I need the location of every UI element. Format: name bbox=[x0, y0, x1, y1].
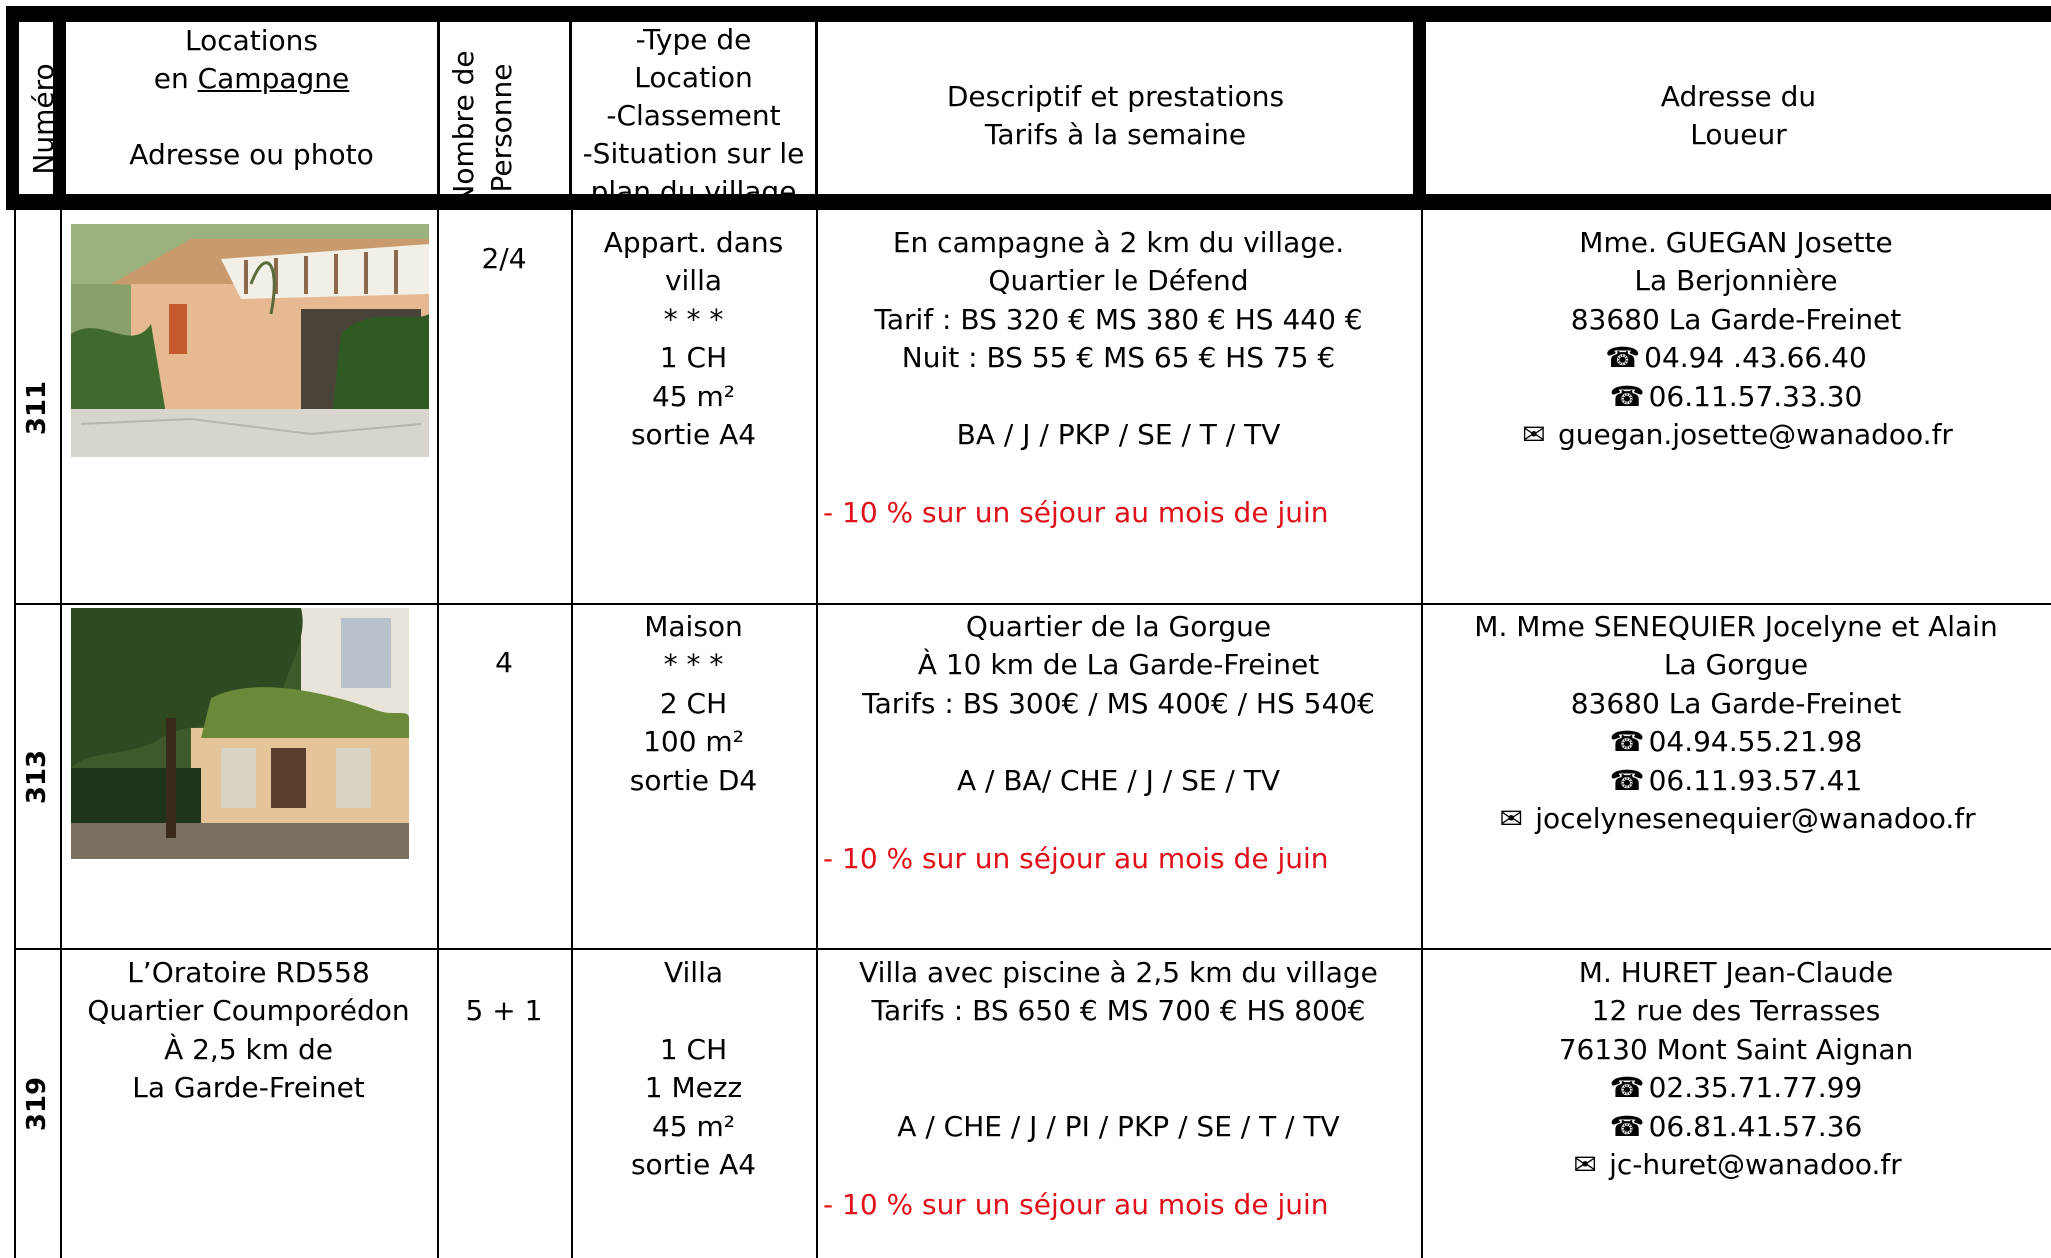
header-type-line5: plan du village bbox=[590, 175, 797, 208]
header-locations-line3: Adresse ou photo bbox=[129, 138, 374, 171]
type-line: 100 m² bbox=[643, 725, 744, 759]
owner-address: 12 rue des Terrasses bbox=[1591, 994, 1881, 1028]
owner-city: 83680 La Garde-Freinet bbox=[1570, 302, 1902, 336]
owner-address: La Berjonnière bbox=[1634, 264, 1838, 298]
owner-email bbox=[1421, 800, 2051, 838]
mailbox-icon: ✉ bbox=[1573, 1148, 1597, 1182]
owner-cell bbox=[1421, 224, 2051, 454]
owner-name: Mme. GUEGAN Josette bbox=[1579, 226, 1893, 259]
phone-number: 04.94 .43.66.40 bbox=[1644, 341, 1867, 375]
telephone-icon: ☎ bbox=[1609, 379, 1645, 413]
property-photo bbox=[71, 224, 429, 457]
promo-text: - 10 % sur un séjour au mois de juin bbox=[823, 496, 1329, 529]
owner-email bbox=[1421, 416, 2051, 454]
owner-cell bbox=[1421, 608, 2051, 838]
header-persons-line1: Nombre de bbox=[447, 50, 480, 206]
row-separator bbox=[14, 603, 2051, 605]
telephone-icon: ☎ bbox=[1609, 1109, 1645, 1143]
address-line: À 2,5 km de bbox=[164, 1032, 333, 1066]
description-line: En campagne à 2 km du village. bbox=[892, 226, 1345, 259]
type-line: 45 m² bbox=[651, 379, 736, 413]
header-locations bbox=[66, 22, 437, 210]
phone-number: 04.94.55.21.98 bbox=[1648, 725, 1863, 759]
header-owner-line2: Loueur bbox=[1690, 118, 1787, 151]
header-type-line1: -Type de bbox=[635, 23, 752, 56]
owner-cell bbox=[1421, 954, 2051, 1184]
description-line: Nuit : BS 55 € MS 65 € HS 75 € bbox=[901, 341, 1336, 375]
row-number-text: 319 bbox=[22, 1076, 52, 1132]
type-line: 45 m² bbox=[651, 1109, 736, 1143]
email-link[interactable]: jocelynesenequier@wanadoo.fr bbox=[1535, 802, 1976, 836]
type-cell bbox=[571, 954, 816, 1184]
type-line: 1 Mezz bbox=[644, 1071, 743, 1105]
phone-number: 02.35.71.77.99 bbox=[1648, 1071, 1863, 1105]
property-photo bbox=[71, 608, 409, 859]
description-line: Tarifs : BS 650 € MS 700 € HS 800€ bbox=[871, 994, 1366, 1028]
email-link[interactable]: jc-huret@wanadoo.fr bbox=[1609, 1148, 1902, 1182]
grid-line bbox=[437, 210, 439, 1258]
type-line: sortie D4 bbox=[629, 763, 758, 797]
phone-number: 06.81.41.57.36 bbox=[1648, 1109, 1863, 1143]
amenities-line: BA / J / PKP / SE / T / TV bbox=[956, 418, 1281, 452]
owner-name: M. Mme SENEQUIER Jocelyne et Alain bbox=[1474, 610, 1998, 643]
header-persons bbox=[443, 48, 523, 208]
owner-email bbox=[1421, 1146, 2051, 1184]
promo-text: - 10 % sur un séjour au mois de juin bbox=[823, 842, 1329, 875]
type-line: * * * bbox=[663, 648, 724, 682]
telephone-icon: ☎ bbox=[1605, 341, 1641, 375]
header-owner-line1: Adresse du bbox=[1660, 80, 1817, 113]
owner-city: 83680 La Garde-Freinet bbox=[1570, 686, 1902, 720]
house-photo-illustration bbox=[71, 608, 409, 859]
header-description bbox=[818, 22, 1413, 210]
type-line: Villa bbox=[663, 956, 724, 989]
row-number-text: 313 bbox=[22, 749, 52, 804]
description-cell bbox=[816, 954, 1421, 1146]
telephone-icon: ☎ bbox=[1609, 763, 1645, 797]
address-line: L’Oratoire RD558 bbox=[127, 956, 370, 989]
row-number-text: 311 bbox=[22, 380, 52, 435]
description-line: Quartier le Défend bbox=[988, 264, 1249, 298]
telephone-icon: ☎ bbox=[1609, 725, 1645, 759]
header-divider bbox=[1413, 6, 1426, 210]
type-cell bbox=[571, 608, 816, 800]
owner-address: La Gorgue bbox=[1663, 648, 1809, 682]
type-line: * * * bbox=[663, 302, 724, 336]
header-divider bbox=[437, 6, 440, 210]
phone-number: 06.11.57.33.30 bbox=[1648, 379, 1863, 413]
description-line: À 10 km de La Garde-Freinet bbox=[917, 648, 1320, 682]
header-type-line2: Location bbox=[634, 61, 753, 94]
mailbox-icon: ✉ bbox=[1522, 418, 1546, 452]
row-number bbox=[14, 605, 60, 948]
header-type bbox=[572, 22, 815, 210]
persons-count: 2/4 bbox=[481, 242, 527, 275]
address-line: Quartier Coumporédon bbox=[87, 994, 410, 1028]
type-line: 1 CH bbox=[659, 341, 728, 375]
telephone-icon: ☎ bbox=[1609, 1071, 1645, 1105]
header-left-border bbox=[6, 6, 19, 210]
persons-count: 4 bbox=[495, 646, 513, 679]
amenities-line: A / BA/ CHE / J / SE / TV bbox=[956, 763, 1281, 797]
description-cell bbox=[816, 608, 1421, 800]
header-description-line1: Descriptif et prestations bbox=[946, 80, 1285, 113]
description-cell bbox=[816, 224, 1421, 454]
owner-phone bbox=[1421, 378, 2051, 416]
phone-number: 06.11.93.57.41 bbox=[1648, 763, 1863, 797]
owner-phone bbox=[1421, 1069, 2051, 1107]
description-line: Tarifs : BS 300€ / MS 400€ / HS 540€ bbox=[862, 686, 1375, 720]
amenities-line: A / CHE / J / PI / PKP / SE / T / TV bbox=[897, 1109, 1340, 1143]
header-locations-line1: Locations bbox=[184, 24, 318, 57]
type-line: villa bbox=[664, 264, 723, 298]
address-cell bbox=[60, 954, 437, 1108]
header-locations-prefix: en bbox=[153, 62, 198, 95]
type-line: sortie A4 bbox=[630, 1148, 757, 1182]
description-line: Quartier de la Gorgue bbox=[965, 610, 1272, 643]
owner-city: 76130 Mont Saint Aignan bbox=[1558, 1032, 1914, 1066]
address-line: La Garde-Freinet bbox=[132, 1071, 365, 1105]
email-link[interactable]: guegan.josette@wanadoo.fr bbox=[1557, 418, 1953, 452]
row-number bbox=[14, 212, 60, 603]
header-locations-underlined: Campagne bbox=[197, 62, 350, 95]
header-persons-line2: Personne bbox=[485, 63, 518, 193]
header-type-line4: -Situation sur le bbox=[582, 137, 805, 170]
owner-phone bbox=[1421, 762, 2051, 800]
row-number bbox=[14, 950, 60, 1258]
type-line: sortie A4 bbox=[630, 418, 757, 452]
type-line: Appart. dans bbox=[603, 226, 784, 259]
header-description-line2: Tarifs à la semaine bbox=[984, 118, 1247, 151]
persons-count: 5 + 1 bbox=[465, 994, 543, 1027]
header-owner bbox=[1426, 22, 2051, 210]
type-line: Maison bbox=[644, 610, 743, 643]
row-separator bbox=[14, 948, 2051, 950]
mailbox-icon: ✉ bbox=[1499, 802, 1524, 836]
owner-phone bbox=[1421, 339, 2051, 377]
type-cell bbox=[571, 224, 816, 454]
description-line: Villa avec piscine à 2,5 km du village bbox=[859, 956, 1378, 989]
owner-name: M. HURET Jean-Claude bbox=[1578, 956, 1894, 989]
header-number: Numéro bbox=[26, 63, 60, 175]
type-line: 1 CH bbox=[659, 1032, 728, 1066]
owner-phone bbox=[1421, 1108, 2051, 1146]
type-line: 2 CH bbox=[659, 686, 728, 720]
promo-text: - 10 % sur un séjour au mois de juin bbox=[823, 1188, 1329, 1221]
owner-phone bbox=[1421, 723, 2051, 761]
header-type-line3: -Classement bbox=[606, 99, 781, 132]
description-line: Tarif : BS 320 € MS 380 € HS 440 € bbox=[874, 302, 1363, 336]
house-photo-illustration bbox=[71, 224, 429, 457]
header-locations-line2 bbox=[154, 60, 350, 98]
